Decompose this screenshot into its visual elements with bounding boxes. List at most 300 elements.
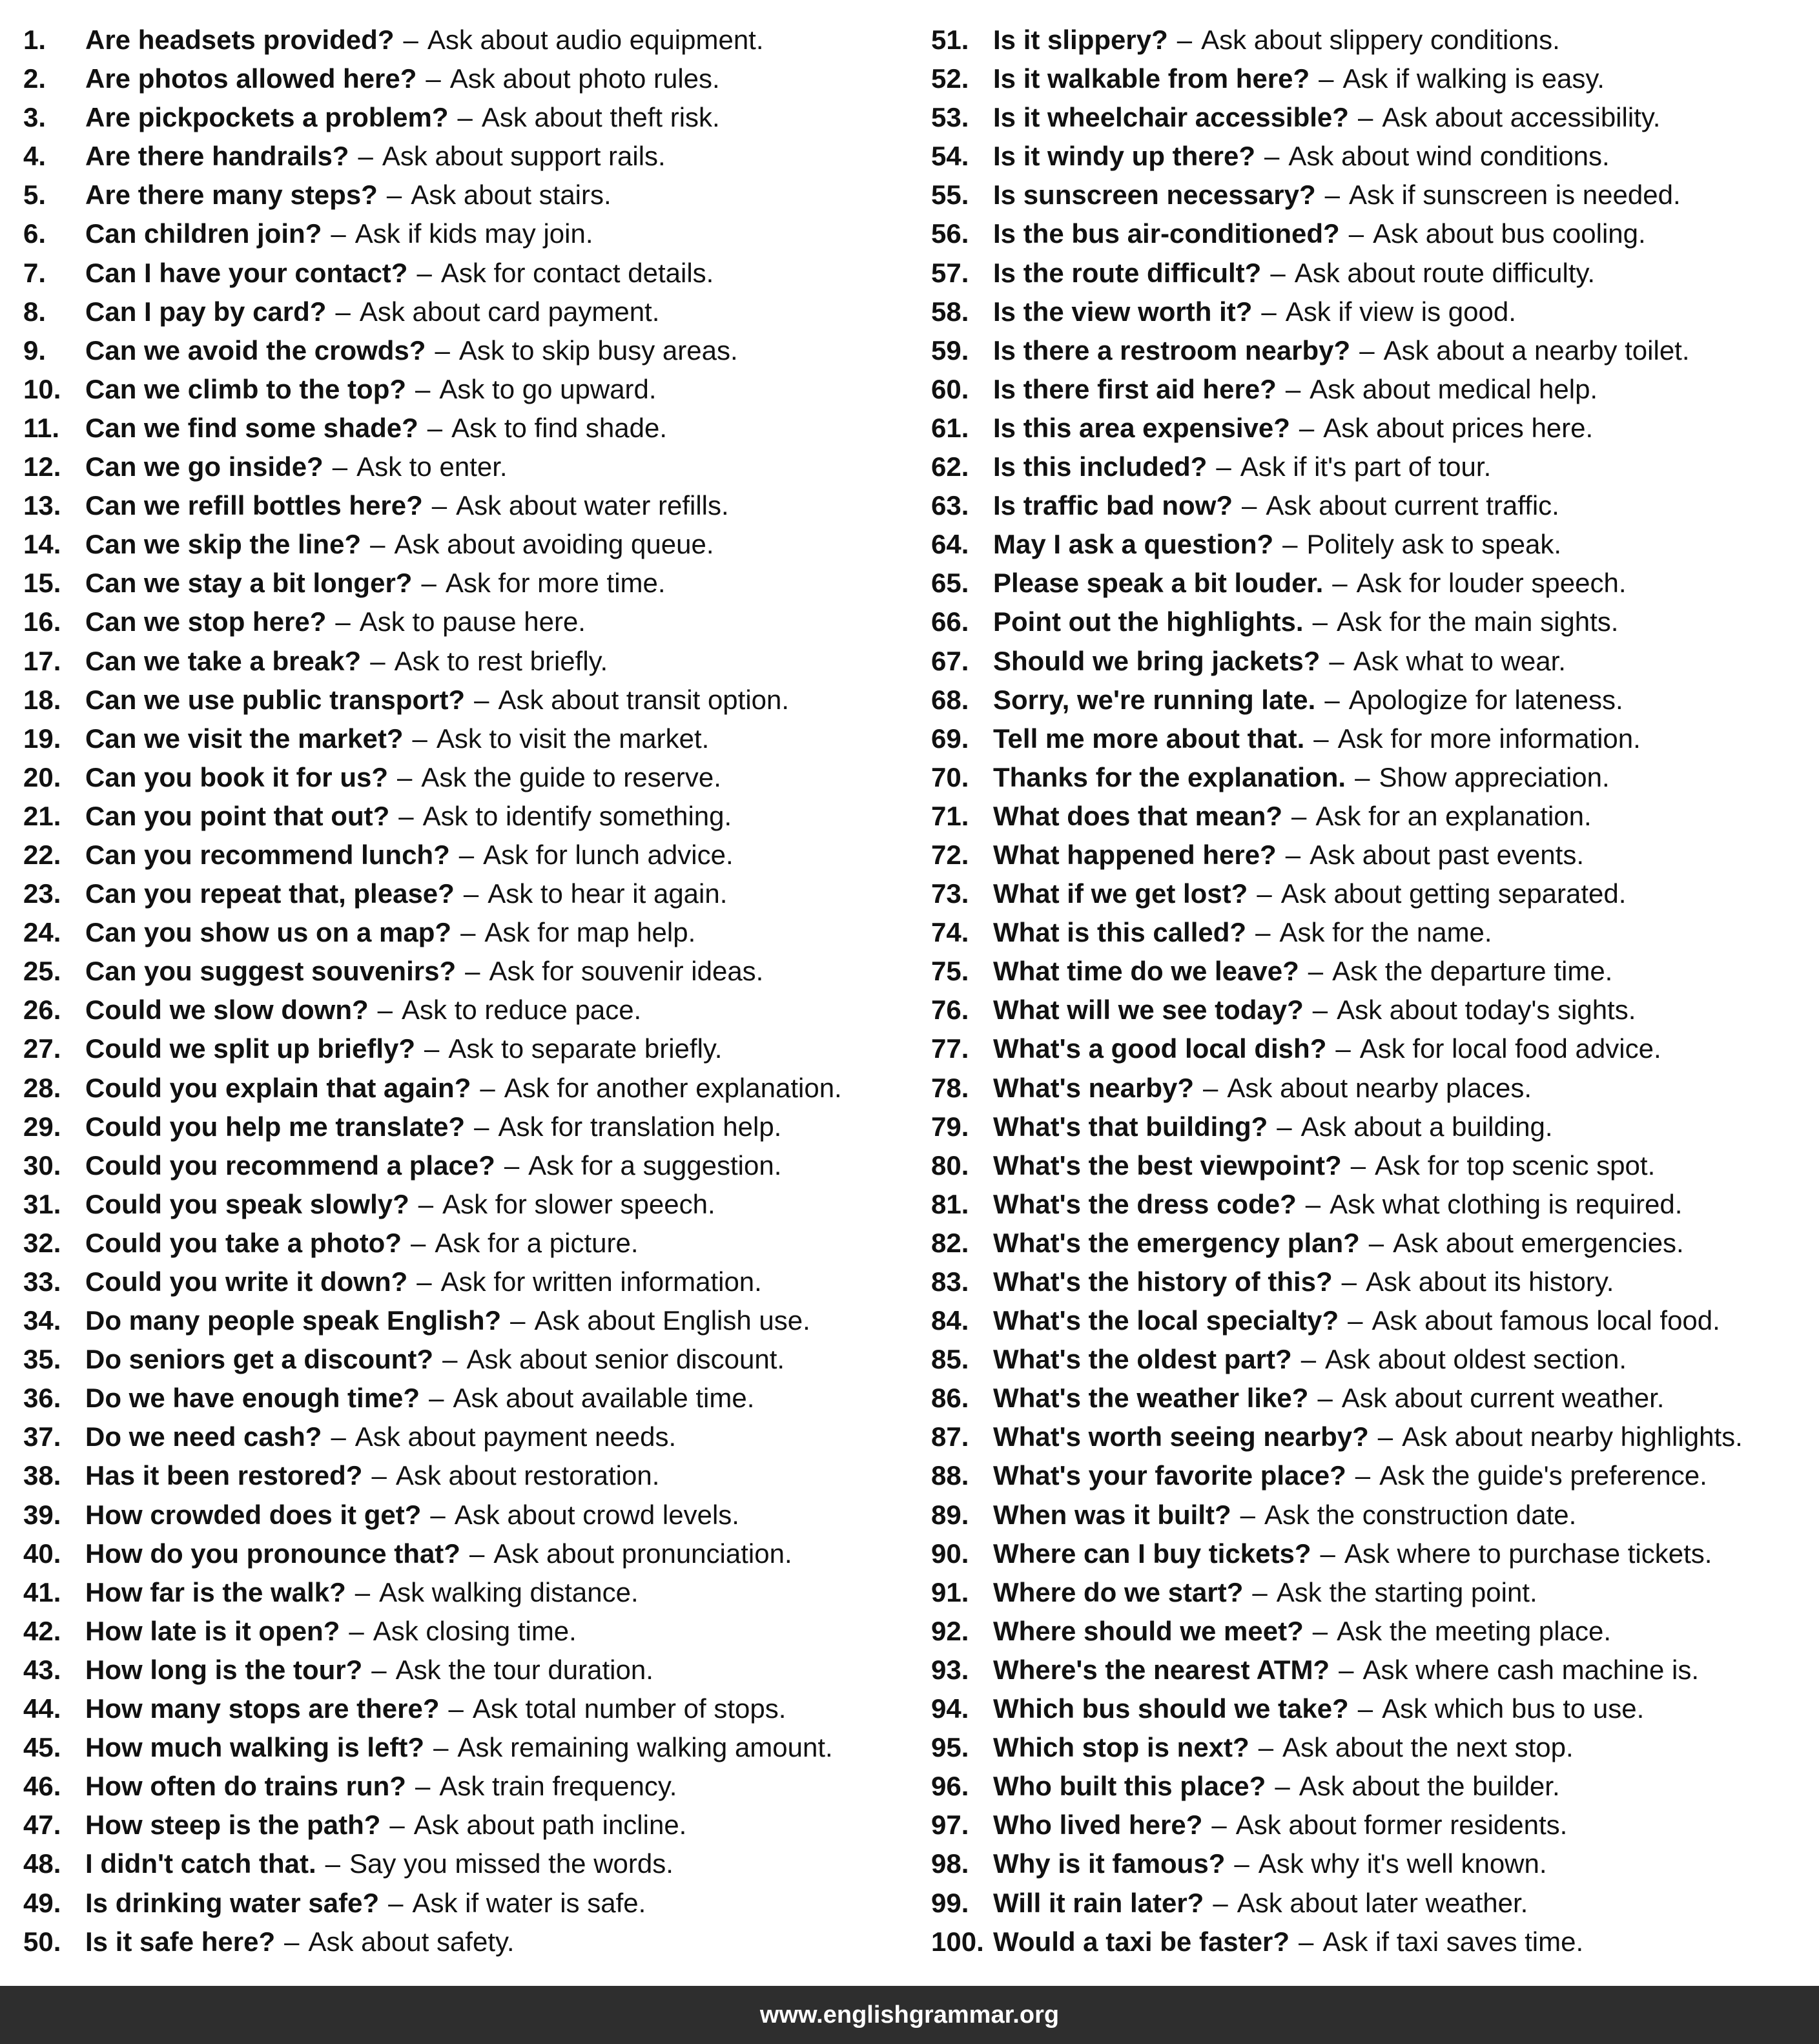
phrase-separator: – — [1329, 645, 1344, 676]
phrase-item — [23, 874, 914, 913]
phrase-separator: – — [1339, 1654, 1354, 1685]
phrase-description: Ask about audio equipment. — [427, 25, 764, 55]
phrase-description: Ask about wind conditions. — [1288, 141, 1610, 172]
phrase-separator: – — [1348, 1305, 1363, 1336]
phrase-separator: – — [463, 878, 479, 909]
phrase-number: 28. — [23, 1072, 61, 1103]
phrase-separator: – — [416, 1266, 432, 1297]
phrase-question: Do we have enough time? — [85, 1383, 420, 1414]
phrase-number: 69. — [931, 723, 969, 754]
phrase-item — [931, 214, 1809, 253]
phrase-item — [931, 293, 1809, 331]
phrase-separator: – — [412, 723, 427, 754]
phrase-description: Ask about water refills. — [456, 490, 729, 521]
phrase-description: Ask walking distance. — [379, 1576, 639, 1607]
phrase-separator: – — [1332, 568, 1348, 599]
phrase-question: How long is the tour? — [85, 1654, 363, 1685]
phrase-number: 30. — [23, 1150, 61, 1181]
phrase-description: Ask about nearby places. — [1227, 1072, 1532, 1103]
phrase-description: Ask about accessibility. — [1382, 102, 1661, 133]
phrase-question: Could we split up briefly? — [85, 1033, 416, 1064]
phrase-item — [23, 991, 914, 1029]
phrase-description: Ask what to wear. — [1353, 645, 1566, 676]
phrase-question: Could you take a photo? — [85, 1227, 402, 1258]
phrase-question: Where do we start? — [993, 1576, 1244, 1607]
phrase-question: Are there handrails? — [85, 141, 349, 172]
phrase-question: Could you explain that again? — [85, 1072, 471, 1103]
phrase-item — [23, 214, 914, 253]
phrase-description: Politely ask to speak. — [1306, 529, 1562, 560]
phrase-number: 55. — [931, 180, 969, 211]
phrase-question: Can we stop here? — [85, 606, 327, 637]
phrase-item — [23, 1612, 914, 1651]
phrase-separator: – — [460, 917, 476, 948]
phrase-number: 98. — [931, 1848, 969, 1879]
phrase-question: Do seniors get a discount? — [85, 1344, 434, 1375]
phrase-description: Ask for top scenic spot. — [1375, 1150, 1656, 1181]
phrase-separator: – — [1324, 180, 1340, 211]
phrase-question: Could you help me translate? — [85, 1111, 466, 1142]
phrase-description: Ask about slippery conditions. — [1201, 25, 1560, 55]
phrase-item — [931, 913, 1809, 952]
phrase-separator: – — [1312, 606, 1328, 637]
phrase-item — [931, 1534, 1809, 1573]
phrase-number: 43. — [23, 1654, 61, 1685]
phrase-separator: – — [504, 1150, 520, 1181]
phrase-number: 14. — [23, 529, 61, 560]
phrase-description: Ask about getting separated. — [1280, 878, 1627, 909]
phrase-item — [931, 1728, 1809, 1767]
phrase-description: Ask the construction date. — [1264, 1499, 1577, 1530]
phrase-separator: – — [284, 1926, 300, 1957]
phrase-question: Are photos allowed here? — [85, 63, 417, 94]
phrase-description: Ask for lunch advice. — [483, 839, 734, 870]
phrase-number: 8. — [23, 296, 46, 327]
phrase-description: Ask about safety. — [308, 1926, 515, 1957]
phrase-description: Ask about support rails. — [382, 141, 666, 172]
phrase-separator: – — [1355, 1460, 1371, 1491]
phrase-separator: – — [1277, 1111, 1292, 1142]
phrase-item — [23, 1029, 914, 1068]
phrase-description: Ask remaining walking amount. — [457, 1732, 833, 1763]
phrase-question: Point out the highlights. — [993, 606, 1304, 637]
phrase-number: 56. — [931, 218, 969, 249]
phrase-question: Who lived here? — [993, 1810, 1203, 1841]
phrase-description: Ask about current weather. — [1341, 1383, 1665, 1414]
phrase-separator: – — [1275, 1771, 1290, 1802]
phrase-number: 76. — [931, 995, 969, 1026]
phrase-item — [23, 254, 914, 293]
phrase-item — [931, 1844, 1809, 1883]
phrase-number: 87. — [931, 1421, 969, 1452]
phrase-item — [23, 1573, 914, 1612]
phrase-number: 66. — [931, 606, 969, 637]
phrase-item — [931, 1884, 1809, 1923]
phrase-question: What's the local specialty? — [993, 1305, 1339, 1336]
phrase-item — [931, 1108, 1809, 1146]
phrase-separator: – — [1335, 1033, 1351, 1064]
phrase-separator: – — [421, 568, 437, 599]
phrase-description: Ask the guide to reserve. — [421, 761, 721, 792]
phrase-separator: – — [457, 102, 473, 133]
phrase-question: Is the bus air-conditioned? — [993, 218, 1340, 249]
phrase-question: Can you show us on a map? — [85, 917, 452, 948]
phrase-separator: – — [435, 335, 450, 366]
phrase-item — [23, 331, 914, 370]
phrase-item — [931, 1612, 1809, 1651]
phrase-question: Can we climb to the top? — [85, 373, 407, 404]
phrase-separator: – — [411, 1227, 426, 1258]
phrase-number: 61. — [931, 412, 969, 443]
phrase-question: Is the route difficult? — [993, 257, 1262, 288]
phrase-description: Ask about card payment. — [359, 296, 660, 327]
phrase-number: 42. — [23, 1615, 61, 1646]
phrase-separator: – — [415, 1771, 431, 1802]
phrase-item — [23, 1108, 914, 1146]
phrase-question: Sorry, we're running late. — [993, 684, 1316, 715]
phrase-description: Ask to pause here. — [359, 606, 586, 637]
phrase-question: What's your favorite place? — [993, 1460, 1346, 1491]
phrase-number: 7. — [23, 257, 46, 288]
phrase-description: Ask about nearby highlights. — [1402, 1421, 1743, 1452]
phrase-question: Can we avoid the crowds? — [85, 335, 426, 366]
phrase-description: Ask train frequency. — [439, 1771, 677, 1802]
phrase-item — [23, 21, 914, 59]
phrase-item — [23, 486, 914, 525]
phrase-separator: – — [331, 1421, 346, 1452]
phrase-description: Ask where to purchase tickets. — [1344, 1538, 1712, 1569]
phrase-question: Where should we meet? — [993, 1615, 1304, 1646]
phrase-separator: – — [510, 1305, 526, 1336]
phrase-separator: – — [1348, 218, 1364, 249]
phrase-question: What's the weather like? — [993, 1383, 1309, 1414]
phrase-separator: – — [458, 839, 475, 870]
phrase-number: 41. — [23, 1576, 61, 1607]
phrase-item — [931, 370, 1809, 409]
phrase-separator: – — [355, 1576, 371, 1607]
phrase-description: Ask about the builder. — [1299, 1771, 1560, 1802]
phrase-number: 75. — [931, 956, 969, 987]
phrase-description: Ask total number of stops. — [472, 1693, 786, 1724]
phrase-number: 96. — [931, 1771, 969, 1802]
phrase-question: Why is it famous? — [993, 1848, 1226, 1879]
phrase-item — [931, 991, 1809, 1029]
phrase-item — [931, 98, 1809, 137]
phrase-item — [23, 448, 914, 486]
phrase-question: What if we get lost? — [993, 878, 1248, 909]
phrase-question: Can you book it for us? — [85, 761, 388, 792]
phrase-item — [931, 952, 1809, 991]
phrase-question: What happened here? — [993, 839, 1277, 870]
phrase-question: Can we use public transport? — [85, 684, 466, 715]
phrase-question: Can we take a break? — [85, 645, 362, 676]
phrase-description: Ask about payment needs. — [355, 1421, 677, 1452]
phrase-description: Ask about senior discount. — [466, 1344, 785, 1375]
phrase-item — [23, 1728, 914, 1767]
phrase-number: 88. — [931, 1460, 969, 1491]
phrase-question: Is it safe here? — [85, 1926, 276, 1957]
phrase-description: Ask about route difficulty. — [1294, 257, 1596, 288]
phrase-separator: – — [1313, 723, 1329, 754]
phrase-question: May I ask a question? — [993, 529, 1274, 560]
phrase-description: Apologize for lateness. — [1348, 684, 1623, 715]
phrase-separator: – — [431, 490, 447, 521]
phrase-description: Ask what clothing is required. — [1330, 1188, 1683, 1219]
phrase-item — [931, 1496, 1809, 1534]
phrase-question: Is it wheelchair accessible? — [993, 102, 1349, 133]
phrase-question: Can children join? — [85, 218, 322, 249]
phrase-question: Are pickpockets a problem? — [85, 102, 449, 133]
phrase-separator: – — [1177, 25, 1193, 55]
phrase-question: Is it windy up there? — [993, 141, 1256, 172]
phrase-question: Where can I buy tickets? — [993, 1538, 1311, 1569]
phrase-number: 36. — [23, 1383, 61, 1414]
phrase-separator: – — [1261, 296, 1277, 327]
phrase-separator: – — [448, 1693, 464, 1724]
phrase-separator: – — [1305, 1188, 1321, 1219]
phrase-number: 38. — [23, 1460, 61, 1491]
phrase-separator: – — [1213, 1887, 1228, 1918]
phrase-question: When was it built? — [993, 1499, 1231, 1530]
phrase-separator: – — [1242, 490, 1257, 521]
phrase-separator: – — [1368, 1227, 1384, 1258]
phrase-question: Is there first aid here? — [993, 373, 1277, 404]
phrase-separator: – — [1299, 412, 1315, 443]
phrase-description: Ask about oldest section. — [1325, 1344, 1627, 1375]
phrase-description: Ask to reduce pace. — [402, 995, 642, 1026]
phrase-number: 45. — [23, 1732, 61, 1763]
phrase-number: 11. — [23, 412, 60, 443]
phrase-separator: – — [370, 645, 385, 676]
phrase-separator: – — [371, 1460, 387, 1491]
phrase-separator: – — [1255, 917, 1271, 948]
phrase-description: Ask to hear it again. — [488, 878, 728, 909]
phrase-description: Ask about path incline. — [413, 1810, 687, 1841]
phrase-question: Where's the nearest ATM? — [993, 1654, 1330, 1685]
phrase-item — [931, 874, 1809, 913]
phrase-description: Ask for the name. — [1279, 917, 1492, 948]
phrase-question: Should we bring jackets? — [993, 645, 1321, 676]
phrase-item — [23, 1340, 914, 1379]
phrase-description: Ask why it's well known. — [1258, 1848, 1547, 1879]
phrase-question: Would a taxi be faster? — [993, 1926, 1290, 1957]
phrase-item — [931, 525, 1809, 564]
phrase-description: Ask which bus to use. — [1382, 1693, 1645, 1724]
phrase-number: 94. — [931, 1693, 969, 1724]
phrase-number: 52. — [931, 63, 969, 94]
phrase-item — [931, 1263, 1809, 1301]
phrase-item — [931, 176, 1809, 214]
phrase-separator: – — [1264, 141, 1280, 172]
phrase-question: Can we find some shade? — [85, 412, 418, 443]
phrase-number: 4. — [23, 141, 46, 172]
phrase-number: 49. — [23, 1887, 61, 1918]
phrase-question: Is this included? — [993, 451, 1208, 482]
phrase-separator: – — [474, 1111, 489, 1142]
phrase-number: 71. — [931, 800, 969, 831]
phrase-description: Ask to identify something. — [422, 800, 732, 831]
phrase-description: Ask if view is good. — [1285, 296, 1516, 327]
phrase-question: Are headsets provided? — [85, 25, 395, 55]
phrase-number: 24. — [23, 917, 61, 948]
phrase-question: What's the oldest part? — [993, 1344, 1292, 1375]
phrase-item — [23, 642, 914, 681]
phrase-description: Ask for another explanation. — [504, 1072, 842, 1103]
phrase-number: 86. — [931, 1383, 969, 1414]
phrase-item — [23, 836, 914, 874]
phrase-question: Could you write it down? — [85, 1266, 408, 1297]
phrase-question: What is this called? — [993, 917, 1247, 948]
phrase-separator: – — [389, 1810, 405, 1841]
phrase-item — [23, 98, 914, 137]
phrase-number: 64. — [931, 529, 969, 560]
phrase-question: How often do trains run? — [85, 1771, 406, 1802]
phrase-question: Has it been restored? — [85, 1460, 363, 1491]
phrase-number: 60. — [931, 373, 969, 404]
phrase-separator: – — [1350, 1150, 1366, 1181]
phrase-question: Thanks for the explanation. — [993, 761, 1346, 792]
phrase-number: 81. — [931, 1188, 969, 1219]
phrase-question: Is it walkable from here? — [993, 63, 1310, 94]
phrase-description: Ask if walking is easy. — [1342, 63, 1605, 94]
phrase-separator: – — [1341, 1266, 1357, 1297]
phrase-question: Can I pay by card? — [85, 296, 327, 327]
phrase-item — [931, 681, 1809, 719]
phrase-number: 50. — [23, 1926, 61, 1957]
phrase-description: Ask about current traffic. — [1266, 490, 1559, 521]
phrase-question: Can we visit the market? — [85, 723, 404, 754]
phrase-item — [23, 719, 914, 758]
phrase-question: Could we slow down? — [85, 995, 369, 1026]
phrase-description: Ask for a suggestion. — [528, 1150, 782, 1181]
footer-url[interactable]: www.englishgrammar.org — [759, 2001, 1060, 2029]
phrase-item — [23, 564, 914, 603]
phrase-separator: – — [371, 1654, 387, 1685]
phrase-number: 1. — [23, 25, 46, 55]
phrase-item — [23, 59, 914, 98]
phrase-question: What's the history of this? — [993, 1266, 1333, 1297]
phrase-description: Ask for louder speech. — [1356, 568, 1627, 599]
phrase-separator: – — [469, 1538, 485, 1569]
phrase-description: Ask about stairs. — [411, 180, 611, 211]
phrase-number: 23. — [23, 878, 61, 909]
phrase-description: Ask to skip busy areas. — [458, 335, 738, 366]
phrase-number: 44. — [23, 1693, 61, 1724]
phrase-question: Is drinking water safe? — [85, 1887, 380, 1918]
phrase-number: 47. — [23, 1810, 61, 1841]
phrase-description: Ask about emergencies. — [1393, 1227, 1684, 1258]
phrase-separator: – — [403, 25, 418, 55]
phrase-description: Ask about past events. — [1310, 839, 1584, 870]
phrase-number: 83. — [931, 1266, 969, 1297]
phrase-number: 91. — [931, 1576, 969, 1607]
phrase-description: Ask to enter. — [356, 451, 508, 482]
phrase-separator: – — [1377, 1421, 1393, 1452]
phrase-question: Will it rain later? — [993, 1887, 1204, 1918]
phrase-number: 95. — [931, 1732, 969, 1763]
phrase-item — [931, 1689, 1809, 1728]
phrase-question: Please speak a bit louder. — [993, 568, 1324, 599]
phrase-number: 32. — [23, 1227, 61, 1258]
phrase-number: 79. — [931, 1111, 969, 1142]
phrase-separator: – — [1282, 529, 1298, 560]
phrase-item — [23, 913, 914, 952]
phrase-description: Ask if kids may join. — [355, 218, 593, 249]
phrase-item — [23, 370, 914, 409]
phrase-question: Is it slippery? — [993, 25, 1168, 55]
phrase-question: Can you recommend lunch? — [85, 839, 450, 870]
phrase-item — [23, 603, 914, 641]
phrase-question: What's that building? — [993, 1111, 1268, 1142]
phrase-number: 48. — [23, 1848, 61, 1879]
footer-bar — [0, 1986, 1819, 2044]
phrase-separator: – — [1203, 1072, 1218, 1103]
phrase-description: Ask about English use. — [534, 1305, 810, 1336]
phrase-separator: – — [332, 451, 348, 482]
phrase-description: Ask closing time. — [373, 1615, 577, 1646]
phrase-separator: – — [1359, 335, 1375, 366]
phrase-number: 72. — [931, 839, 969, 870]
phrase-description: Ask the tour duration. — [395, 1654, 653, 1685]
phrase-item — [23, 952, 914, 991]
phrase-description: Ask for translation help. — [498, 1111, 782, 1142]
phrase-separator: – — [1299, 1926, 1314, 1957]
phrase-description: Ask about medical help. — [1310, 373, 1598, 404]
phrase-separator: – — [1285, 839, 1301, 870]
phrase-number: 34. — [23, 1305, 61, 1336]
phrase-item — [931, 409, 1809, 448]
phrase-item — [931, 1069, 1809, 1108]
phrase-separator: – — [398, 800, 414, 831]
phrase-number: 15. — [23, 568, 61, 599]
phrase-separator: – — [370, 529, 385, 560]
phrase-number: 37. — [23, 1421, 61, 1452]
phrase-description: Ask about a building. — [1300, 1111, 1553, 1142]
phrase-question: How steep is the path? — [85, 1810, 381, 1841]
phrase-description: Ask if sunscreen is needed. — [1349, 180, 1681, 211]
phrase-description: Ask the departure time. — [1332, 956, 1613, 987]
phrase-separator: – — [424, 1033, 440, 1064]
phrase-number: 63. — [931, 490, 969, 521]
phrase-item — [931, 642, 1809, 681]
phrase-item — [23, 1767, 914, 1806]
phrase-number: 17. — [23, 645, 61, 676]
phrase-number: 90. — [931, 1538, 969, 1569]
phrase-number: 31. — [23, 1188, 61, 1219]
phrase-description: Ask about later weather. — [1237, 1887, 1528, 1918]
phrase-item — [23, 1651, 914, 1689]
phrase-separator: – — [1285, 373, 1301, 404]
phrase-separator: – — [1357, 102, 1373, 133]
phrase-description: Ask to rest briefly. — [394, 645, 608, 676]
phrase-number: 35. — [23, 1344, 61, 1375]
phrase-question: Which stop is next? — [993, 1732, 1249, 1763]
phrase-item — [23, 1456, 914, 1495]
phrase-item — [931, 836, 1809, 874]
phrase-number: 29. — [23, 1111, 61, 1142]
phrase-separator: – — [388, 1887, 404, 1918]
phrase-number: 2. — [23, 63, 46, 94]
phrase-separator: – — [416, 257, 432, 288]
phrase-separator: – — [427, 412, 443, 443]
phrase-item — [23, 1884, 914, 1923]
phrase-question: Can you repeat that, please? — [85, 878, 455, 909]
phrase-item — [23, 1806, 914, 1844]
phrase-item — [23, 1689, 914, 1728]
phrase-number: 33. — [23, 1266, 61, 1297]
phrase-question: Can I have your contact? — [85, 257, 408, 288]
phrase-item — [23, 1069, 914, 1108]
